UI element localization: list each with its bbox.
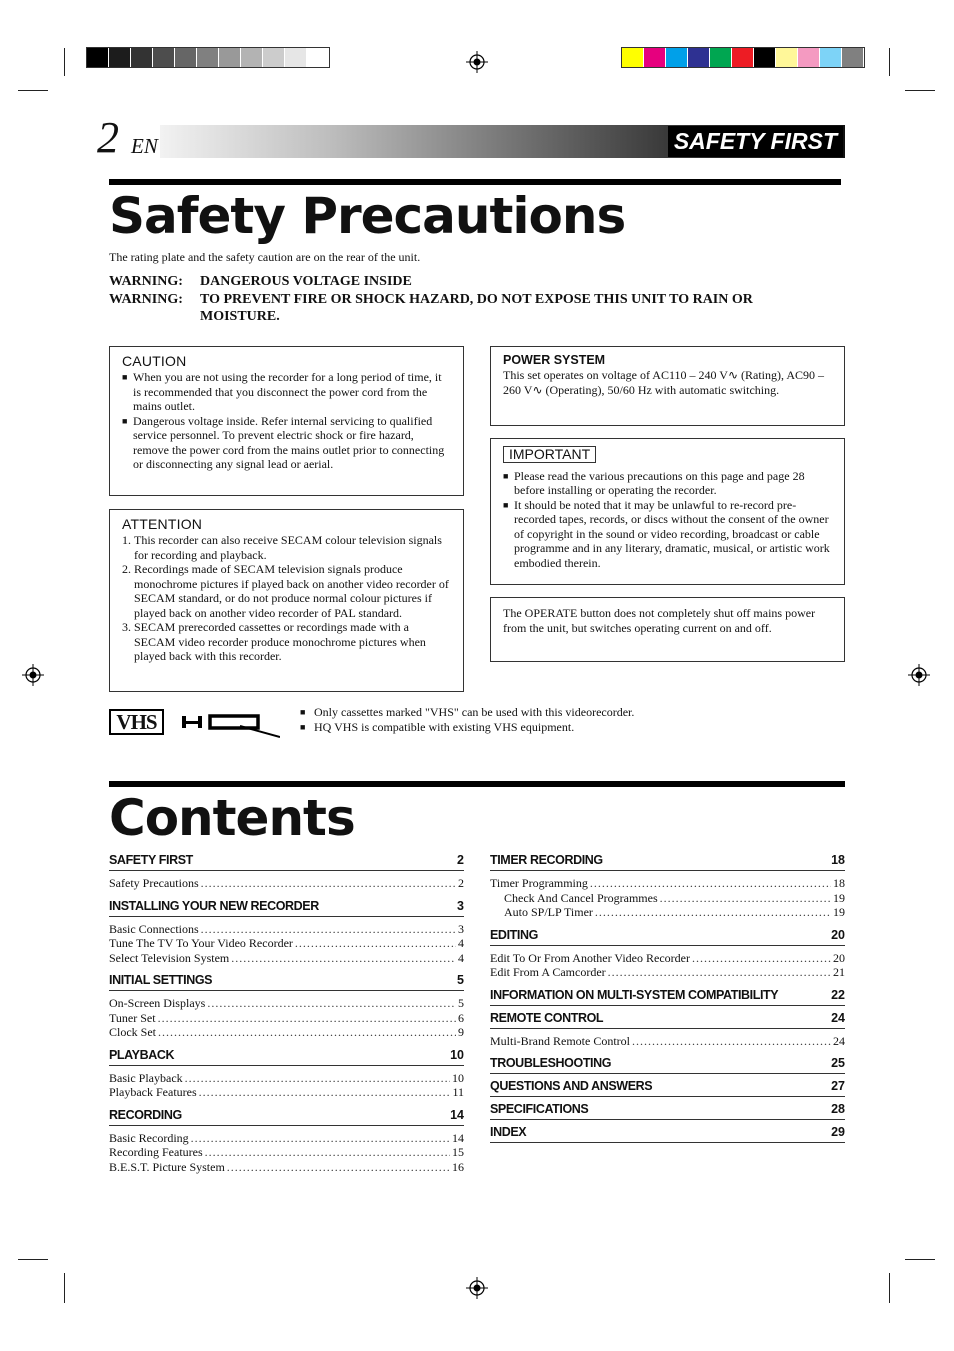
toc-section-heading[interactable] (490, 851, 845, 871)
color-swatch (666, 48, 688, 67)
toc-entry-page: 19 (833, 890, 845, 905)
color-swatch (241, 48, 263, 67)
toc-section-heading[interactable] (490, 1054, 845, 1074)
attention-box (109, 509, 464, 692)
page-title: Safety Precautions (109, 187, 626, 245)
color-swatch (153, 48, 175, 67)
registration-mark-icon (908, 664, 930, 686)
dot-leader (295, 936, 456, 951)
bullet-square-icon: ■ (503, 499, 509, 510)
toc-entry-label: Timer Programming (490, 876, 588, 890)
toc-entry-page: 6 (458, 1010, 464, 1025)
toc-entry-page: 15 (452, 1145, 464, 1159)
color-swatch (820, 48, 842, 67)
toc-entry-label: Tune The TV To Your Video Recorder (109, 936, 293, 950)
toc-section-heading[interactable] (490, 986, 845, 1006)
operate-note-text: The OPERATE button does not completely shut off mains power from the unit, but switches operating current on and off. (503, 606, 816, 635)
color-swatch (798, 48, 820, 67)
toc-entry[interactable] (109, 996, 464, 1011)
color-swatch (109, 48, 131, 67)
color-swatch (219, 48, 241, 67)
list-item: ■ Only cassettes marked "VHS" can be used with this videorecorder. (300, 705, 635, 719)
contents-rule (109, 781, 845, 787)
color-swatch (87, 48, 109, 67)
bullet-square-icon: ■ (122, 415, 128, 426)
gray-swatch-strip (86, 47, 330, 68)
toc-entry-label: Auto SP/LP Timer (504, 905, 593, 919)
dot-leader (595, 905, 831, 920)
toc-entry[interactable] (109, 1011, 464, 1026)
dot-leader (608, 965, 831, 980)
registration-mark-icon (466, 1277, 488, 1299)
toc-section-page: 10 (450, 1047, 464, 1062)
color-swatch (622, 48, 644, 67)
toc-entry[interactable] (490, 951, 845, 966)
list-item: 2. Recordings made of SECAM television signals produce monochrome pictures if played back on another video recorder of SECAM standard, or do not produce normal colour pictures if played back on another video recorder of PAL standard. (122, 562, 449, 620)
color-swatch (754, 48, 776, 67)
toc-section-heading[interactable] (109, 897, 464, 917)
dot-leader (590, 876, 831, 891)
toc-section-page: 25 (831, 1056, 845, 1070)
toc-entry-page: 9 (458, 1025, 464, 1039)
toc-section-heading[interactable] (490, 1123, 845, 1143)
toc-section-title: INFORMATION ON MULTI-SYSTEM COMPATIBILITY (490, 987, 779, 1002)
color-swatch (776, 48, 798, 67)
color-swatch (732, 48, 754, 67)
toc-section-page: 2 (457, 853, 464, 867)
color-swatch (197, 48, 219, 67)
compat-notes (300, 705, 634, 734)
section-label: SAFETY FIRST (668, 126, 843, 157)
toc-section-heading[interactable] (490, 1009, 845, 1029)
caution-box (109, 346, 464, 496)
toc-entry-page: 11 (452, 1085, 464, 1099)
toc-entry[interactable] (109, 951, 464, 966)
toc-entry-label: Basic Playback (109, 1070, 183, 1085)
toc-entry[interactable] (109, 1131, 464, 1146)
dot-leader (205, 1145, 450, 1160)
toc-section-title: INITIAL SETTINGS (109, 973, 213, 987)
toc-entry[interactable] (490, 1034, 845, 1049)
toc-entry-page: 4 (458, 950, 464, 965)
dot-leader (207, 996, 456, 1011)
list-item: ■ It should be noted that it may be unlawful to re-record pre-recorded tapes, records, or discs without the consent of the owner of copyright in the sound or video recording, broadcast or cable programme and in any literary, dramatic, musical, or artistic work embodied therein. (503, 497, 830, 570)
toc-section-title: INDEX (490, 1125, 527, 1139)
toc-entry-label: Recording Features (109, 1145, 203, 1159)
toc-entry[interactable] (109, 1071, 464, 1086)
warning-text: TO PREVENT FIRE OR SHOCK HAZARD, DO NOT EXPOSE THIS UNIT TO RAIN OR (200, 292, 753, 307)
toc-entry-label: Playback Features (109, 1085, 197, 1099)
warning-label: WARNING: (109, 292, 183, 307)
toc-section-page: 20 (831, 927, 845, 942)
toc-entry-page: 19 (833, 905, 845, 919)
lead-text: The rating plate and the safety caution are on the rear of the unit. (109, 250, 421, 264)
color-swatch (285, 48, 307, 67)
toc-section-title: INSTALLING YOUR NEW RECORDER (109, 898, 319, 913)
dot-leader (632, 1034, 831, 1049)
toc-entry-page: 20 (833, 950, 845, 965)
toc-left-column (109, 851, 464, 1180)
toc-section-title: TROUBLESHOOTING (490, 1056, 612, 1070)
toc-entry-label: Edit To Or From Another Video Recorder (490, 950, 690, 965)
toc-section-title: SPECIFICATIONS (490, 1102, 589, 1116)
color-swatch (263, 48, 285, 67)
toc-entry-label: B.E.S.T. Picture System (109, 1159, 225, 1174)
toc-entry[interactable] (109, 922, 464, 937)
toc-entry-page: 16 (452, 1159, 464, 1174)
toc-section-page: 27 (831, 1079, 845, 1093)
bullet-square-icon: ■ (300, 707, 306, 717)
bullet-square-icon: ■ (122, 372, 128, 382)
section-band (160, 125, 845, 158)
toc-section-title: SAFETY FIRST (109, 853, 193, 867)
toc-section-heading[interactable] (109, 971, 464, 991)
dot-leader (185, 1071, 450, 1086)
color-swatch (644, 48, 666, 67)
toc-section-page: 5 (457, 973, 464, 987)
toc-entry-label: Check And Cancel Programmes (504, 890, 658, 905)
toc-section-title: REMOTE CONTROL (490, 1010, 604, 1025)
important-box (490, 438, 845, 585)
toc-entry-page: 4 (458, 936, 464, 950)
page-number: 2 (97, 113, 119, 162)
toc-entry-page: 14 (452, 1130, 464, 1145)
toc-section-title: PLAYBACK (109, 1047, 175, 1062)
vhs-logo: VHS (109, 709, 164, 735)
title-rule (109, 179, 841, 185)
dot-leader (201, 876, 456, 891)
warning-line (109, 274, 412, 290)
toc-section-page: 29 (831, 1125, 845, 1139)
toc-section-page: 14 (450, 1107, 464, 1122)
toc-entry[interactable] (109, 1085, 464, 1100)
toc-entry-page: 3 (458, 921, 464, 936)
warning-text: MOISTURE. (200, 309, 280, 324)
toc-entry-page: 10 (452, 1070, 464, 1085)
list-item: ■ Please read the various precautions on this page and page 28 before installing or operating the recorder. (503, 468, 805, 497)
list-item: 3. SECAM prerecorded cassettes or recordings made with a SECAM video recorder produce monochrome pictures when played back with this recorder. (122, 620, 426, 663)
toc-entry-page: 2 (458, 876, 464, 890)
important-title: IMPORTANT (503, 446, 596, 463)
toc-section-title: TIMER RECORDING (490, 853, 603, 867)
toc-entry-label: Select Television System (109, 950, 230, 965)
toc-section-page: 28 (831, 1102, 845, 1116)
toc-section-title: EDITING (490, 927, 538, 942)
toc-section-title: QUESTIONS AND ANSWERS (490, 1079, 653, 1093)
toc-right-column (490, 851, 845, 1146)
attention-title: ATTENTION (122, 516, 203, 532)
toc-entry-label: Multi-Brand Remote Control (490, 1033, 630, 1048)
warning-label: WARNING: (109, 274, 183, 289)
toc-section-page: 24 (831, 1010, 845, 1025)
toc-section-heading[interactable] (109, 1046, 464, 1066)
power-system-box (490, 346, 845, 426)
toc-section-heading[interactable] (490, 1077, 845, 1097)
dot-leader (191, 1131, 450, 1146)
toc-entry[interactable] (490, 891, 845, 906)
warning-text: DANGEROUS VOLTAGE INSIDE (200, 274, 412, 289)
toc-entry-page: 21 (833, 965, 845, 979)
toc-entry-label: Safety Precautions (109, 876, 199, 890)
toc-entry-page: 24 (833, 1033, 845, 1048)
bullet-square-icon: ■ (503, 470, 509, 481)
hq-logo (180, 712, 280, 738)
dot-leader (227, 1160, 450, 1175)
color-swatch (131, 48, 153, 67)
color-swatch (307, 48, 329, 67)
toc-entry[interactable] (109, 1160, 464, 1175)
toc-section-heading[interactable] (109, 1106, 464, 1126)
list-item: 1. This recorder can also receive SECAM colour television signals for recording and playback. (122, 533, 442, 562)
color-swatch (175, 48, 197, 67)
toc-entry[interactable] (109, 1025, 464, 1040)
dot-leader (158, 1011, 456, 1026)
toc-section-page: 3 (457, 898, 464, 913)
warning-line (109, 309, 280, 325)
operate-note-box (490, 597, 845, 662)
registration-mark-icon (22, 664, 44, 686)
list-item: ■ Dangerous voltage inside. Refer internal servicing to qualified service personnel. To prevent electric shock or fire hazard, remove the power cord from the mains outlet prior to connecting or disconnecting any signal lead or aerial. (122, 413, 445, 471)
toc-entry-page: 18 (833, 876, 845, 890)
dot-leader (201, 922, 456, 937)
toc-entry-label: On-Screen Displays (109, 996, 206, 1010)
toc-entry[interactable] (109, 936, 464, 951)
toc-entry[interactable] (490, 905, 845, 920)
dot-leader (199, 1085, 451, 1100)
language-code: EN (131, 134, 158, 158)
dot-leader (660, 891, 831, 906)
toc-entry-label: Tuner Set (109, 1010, 156, 1025)
toc-entry-page: 5 (458, 996, 464, 1010)
toc-entry-label: Basic Connections (109, 921, 199, 936)
toc-entry-label: Clock Set (109, 1025, 156, 1039)
toc-entry-label: Edit From A Camcorder (490, 965, 606, 979)
toc-section-page: 22 (831, 987, 845, 1002)
toc-section-heading[interactable] (490, 1100, 845, 1120)
toc-entry[interactable] (490, 876, 845, 891)
dot-leader (231, 951, 456, 966)
color-swatch-strip (621, 47, 865, 68)
dot-leader (692, 951, 831, 966)
caution-title: CAUTION (122, 353, 187, 369)
contents-title: Contents (109, 789, 355, 847)
bullet-square-icon: ■ (300, 721, 306, 732)
color-swatch (842, 48, 864, 67)
toc-entry[interactable] (490, 965, 845, 980)
color-swatch (710, 48, 732, 67)
color-swatch (688, 48, 710, 67)
toc-entry-label: Basic Recording (109, 1130, 189, 1145)
list-item: ■ HQ VHS is compatible with existing VHS equipment. (300, 719, 575, 734)
registration-mark-icon (466, 51, 488, 73)
power-system-text: This set operates on voltage of AC110 – 240 V∿ (Rating), AC90 – 260 V∿ (Operating), 50/60 Hz with automatic switching. (503, 368, 825, 397)
toc-entry[interactable] (109, 876, 464, 891)
toc-section-heading[interactable] (109, 851, 464, 871)
toc-section-heading[interactable] (490, 926, 845, 946)
toc-section-title: RECORDING (109, 1107, 182, 1122)
warning-line (109, 292, 753, 308)
toc-entry[interactable] (109, 1145, 464, 1160)
list-item: ■ When you are not using the recorder for a long period of time, it is recommended that you disconnect the power cord from the mains outlet. (122, 370, 442, 413)
toc-section-page: 18 (831, 853, 845, 867)
dot-leader (158, 1025, 456, 1040)
power-system-title: POWER SYSTEM (503, 353, 606, 367)
